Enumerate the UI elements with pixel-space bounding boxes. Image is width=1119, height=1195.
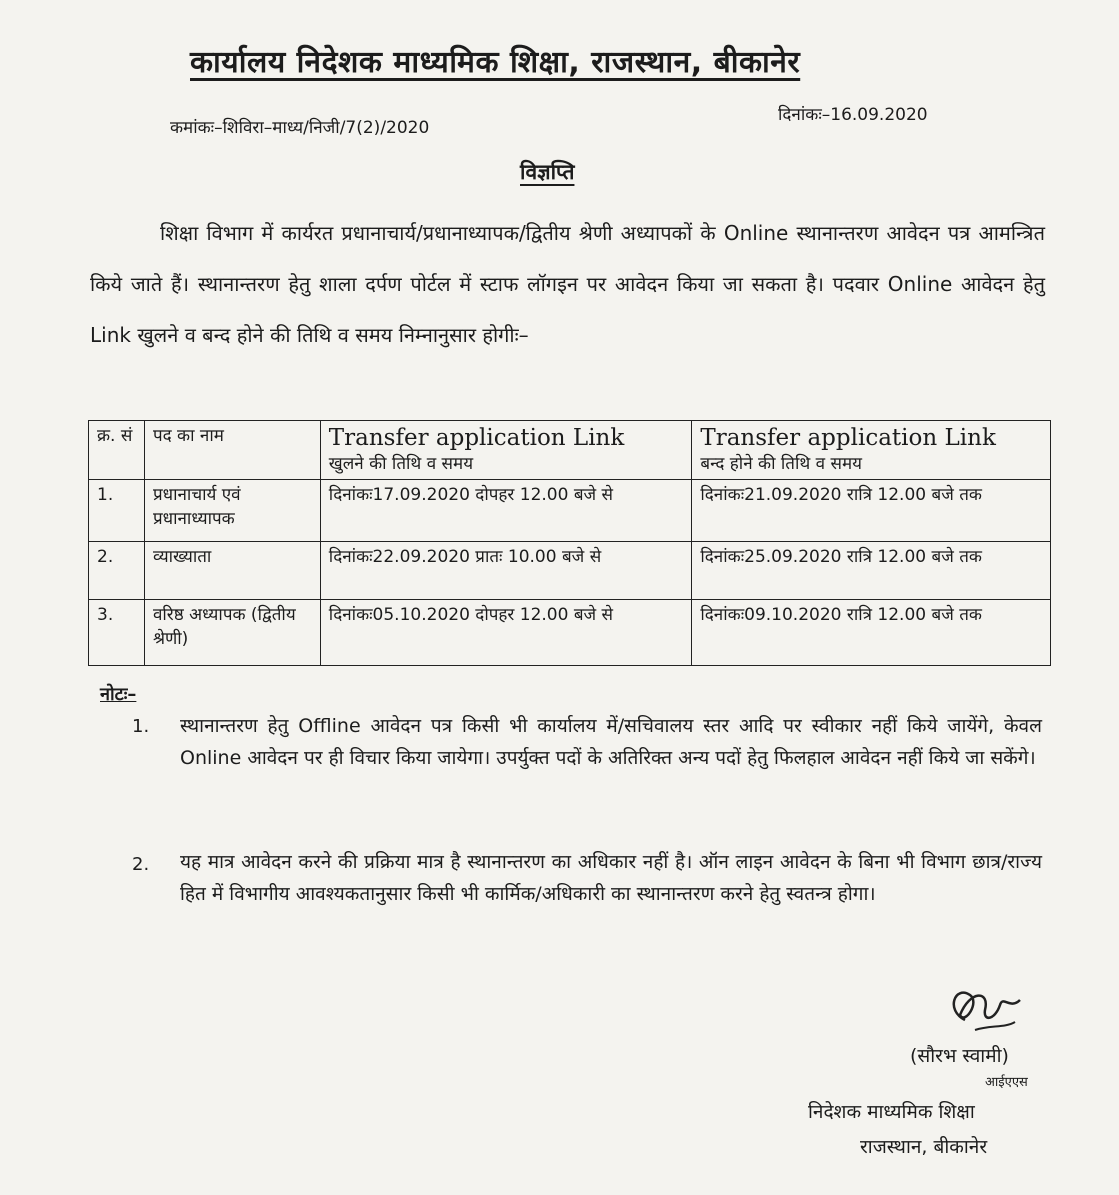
office-title: कार्यालय निदेशक माध्यमिक शिक्षा, राजस्थान, बीकानेर	[190, 45, 801, 80]
row-close: दिनांकः21.09.2020 रात्रि 12.00 बजे तक	[692, 480, 1051, 542]
signatory-place: राजस्थान, बीकानेर	[860, 1136, 988, 1158]
row-sno: 2.	[89, 542, 145, 600]
header-close-hi: बन्द होने की तिथि व समय	[700, 454, 863, 474]
header-close-en: Transfer application Link	[700, 425, 996, 451]
header-close	[692, 421, 1051, 480]
notice-heading: विज्ञप्ति	[520, 160, 575, 184]
note-item: यह मात्र आवेदन करने की प्रक्रिया मात्र है स्थानान्तरण का अधिकार नहीं है। ऑन लाइन आवेदन के बिना भी विभाग छात्र/राज्य हित में विभागीय आवश्यकतानुसार किसी भी कार्मिक/अधिकारी का स्थानान्तरण करने हेतु स्वतन्त्र होगा।	[180, 851, 1042, 905]
row-open: दिनांकः17.09.2020 दोपहर 12.00 बजे से	[320, 480, 692, 542]
signatory-designation: निदेशक माध्यमिक शिक्षा	[808, 1101, 975, 1123]
row-sno: 3.	[89, 600, 145, 666]
signatory-service: आईएएस	[985, 1075, 1028, 1090]
reference-number: कमांकः–शिविरा–माध्य/निजी/7(2)/2020	[170, 118, 430, 138]
note-number: 2.	[132, 854, 150, 875]
header-post: पद का नाम	[144, 421, 320, 480]
table-row	[89, 480, 1051, 542]
header-open	[320, 421, 692, 480]
note-number: 1.	[132, 716, 150, 737]
table-row	[89, 600, 1051, 666]
row-close: दिनांकः09.10.2020 रात्रि 12.00 बजे तक	[692, 600, 1051, 666]
schedule-table	[88, 420, 1051, 666]
issue-date: दिनांकः–16.09.2020	[778, 105, 928, 125]
signature-mark	[935, 980, 1025, 1040]
note-label: नोटः–	[100, 684, 137, 705]
row-sno: 1.	[89, 480, 145, 542]
row-open: दिनांकः05.10.2020 दोपहर 12.00 बजे से	[320, 600, 692, 666]
intro-paragraph	[90, 208, 1045, 361]
table-row	[89, 542, 1051, 600]
signatory-name: (सौरभ स्वामी)	[910, 1045, 1009, 1067]
intro-text: शिक्षा विभाग में कार्यरत प्रधानाचार्य/प्रधानाध्यापक/द्वितीय श्रेणी अध्यापकों के Online स्थानान्तरण आवेदन पत्र आमन्त्रित किये जाते हैं। स्थानान्तरण हेतु शाला दर्पण पोर्टल में स्टाफ लॉगइन पर आवेदन किया जा सकता है। पदवार Online आवेदन हेतु Link खुलने व बन्द होने की तिथि व समय निम्नानुसार होगीः–	[90, 221, 1045, 347]
table-header-row	[89, 421, 1051, 480]
row-post: वरिष्ठ अध्यापक (द्वितीय श्रेणी)	[144, 600, 320, 666]
row-post: व्याख्याता	[144, 542, 320, 600]
note-item: स्थानान्तरण हेतु Offline आवेदन पत्र किसी भी कार्यालय में/सचिवालय स्तर आदि पर स्वीकार नहीं किये जायेंगे, केवल Online आवेदन पर ही विचार किया जायेगा। उपर्युक्त पदों के अतिरिक्त अन्य पदों हेतु फिलहाल आवेदन नहीं किये जा सकेंगे।	[180, 715, 1042, 769]
header-open-hi: खुलने की तिथि व समय	[328, 454, 474, 474]
header-sno: क्र. सं	[89, 421, 145, 480]
row-post: प्रधानाचार्य एवं प्रधानाध्यापक	[144, 480, 320, 542]
row-close: दिनांकः25.09.2020 रात्रि 12.00 बजे तक	[692, 542, 1051, 600]
header-open-en: Transfer application Link	[328, 425, 625, 451]
row-open: दिनांकः22.09.2020 प्रातः 10.00 बजे से	[320, 542, 692, 600]
